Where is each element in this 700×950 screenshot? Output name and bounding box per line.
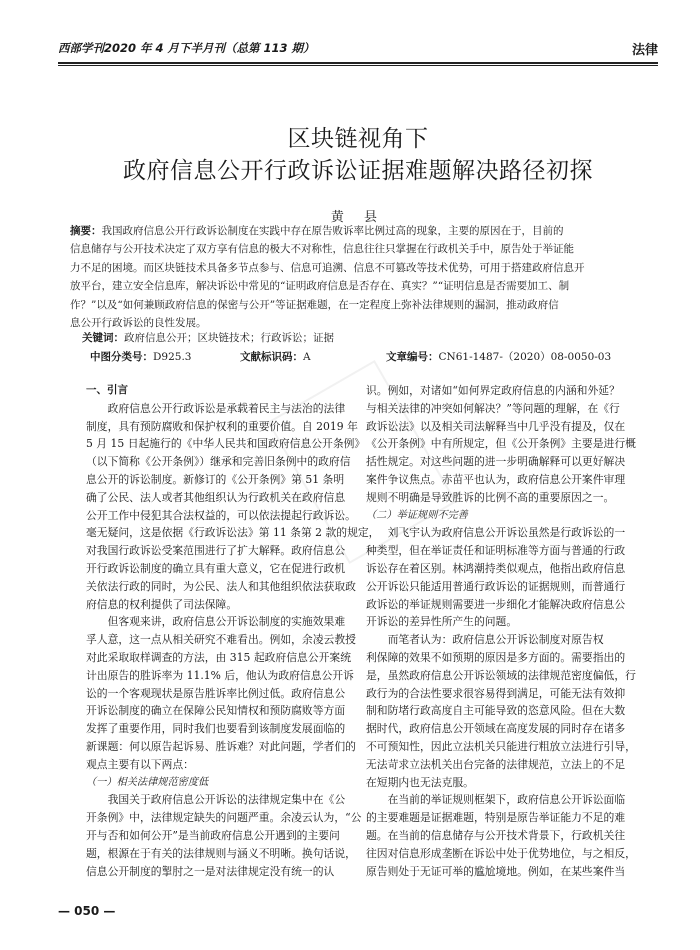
body-text-line: 诉讼存在着区别。林鸿潮持类似观点，他指出政府信息 (366, 561, 626, 575)
body-text-line: 观点主要有以下两点： (86, 757, 194, 771)
abstract (70, 222, 650, 332)
title-line-2: 政府信息公开行政诉讼证据难题解决路径初探 (123, 158, 593, 184)
body-text-line: 对我国行政诉讼受案范围进行了扩大解释。政府信息公 (86, 544, 346, 558)
abstract-text: 信息储存与公开技术决定了双方享有信息的极大不对称性，信息往往只掌握在行政机关手中，原告处于举证能 (70, 243, 574, 256)
abstract-label: 摘要： (70, 225, 102, 237)
body-text-line: 据时代，政府信息公开领域在高度发展的同时存在诸多 (366, 722, 626, 736)
body-text-line: 在短期内也无法克服。 (366, 775, 474, 789)
body-text-line: 息公开的诉讼制度。新修订的《公开条例》第 51 条明 (86, 472, 345, 486)
body-text-line: 题，根源在于有关的法律规则与涵义不明晰。换句话说， (86, 846, 356, 860)
section-label: 法律 (631, 43, 658, 58)
body-text-line: 原告则处于无证可举的尴尬境地。例如，在某些案件当 (366, 864, 626, 878)
page-number: — 050 — (58, 904, 116, 918)
body-text-line: 计出原告的胜诉率为 11.1% 后，他认为政府信息公开诉 (86, 668, 354, 682)
body-text-line: 规则不明确是导致胜诉的比例不高的重要原因之一。 (366, 490, 615, 504)
body-text-line: 的主要难题是证据难题，特别是原告举证能力不足的难 (366, 811, 626, 825)
body-text-line: 而笔者认为：政府信息公开诉讼制度对原告权 (366, 633, 604, 647)
body-text-line: 一、引言 (86, 384, 128, 396)
body-text-line: 制度，具有预防腐败和保护权利的重要价值。自 2019 年 (86, 419, 358, 433)
running-header (58, 38, 658, 60)
title-line-1: 区块链视角下 (287, 126, 429, 152)
class-number-value: D925.3 (153, 351, 192, 363)
body-text-line: 利保障的效果不如预期的原因是多方面的。需要指出的 (366, 650, 626, 664)
body-text-line: 信息公开制度的掣肘之一是对法律规定没有统一的认 (86, 864, 335, 878)
body-text-line: 孚人意，这一点从相关研究不难看出。例如，余凌云教授 (86, 633, 356, 647)
body-text-line: 府信息的权利提供了司法保障。 (86, 597, 238, 611)
body-text-line: 括性规定。对这些问题的进一步明确解释可以更好解决 (366, 455, 626, 469)
body-text-line: 但客观来讲，政府信息公开诉讼制度的实施效果难 (86, 615, 346, 629)
body-text-line: 制和防堵行政高度自主可能导致的恣意风险。但在大数 (366, 704, 626, 718)
body-text-line: 公开工作中侵犯其合法权益的，可以依法提起行政诉讼。 (86, 508, 356, 522)
body-text-line: 政行为的合法性要求很容易得到满足，可能无法有效抑 (366, 686, 626, 700)
body-text-line: （以下简称《公开条例》）继承和完善旧条例中的政府信 (86, 455, 351, 469)
body-text-line: 往因对信息形成垄断在诉讼中处于优势地位，与之相反， (366, 846, 636, 860)
abstract-text: 息公开行政诉讼的良性发展。 (70, 316, 207, 329)
body-text-line: 讼的一个客观现状是原告胜诉率比例过低。政府信息公 (86, 686, 346, 700)
body-text-line: 开行政诉讼制度的确立具有重大意义，它在促进行政机 (86, 561, 346, 575)
keywords-label: 关键词： (82, 332, 124, 344)
body-text-line: 政诉讼法》以及相关司法解释当中几乎没有提及，仅在 (366, 419, 626, 433)
body-text-line: 识。例如，对诸如“如何界定政府信息的内涵和外延？ (366, 384, 620, 397)
journal-issue: 西部学刊2020 年 4 月下半月刊（总第 113 期） (58, 41, 315, 55)
abstract-text: 我国政府信息公开行政诉讼制度在实践中存在原告败诉率比例过高的现象，主要的原因在于，目前的 (101, 225, 564, 237)
keywords (82, 330, 334, 345)
body-text-line: 对此采取取样调查的方法，由 315 起政府信息公开案统 (86, 650, 352, 664)
body-text-line: 新课题：何以原告起诉易、胜诉难？对此问题，学者们的 (86, 739, 356, 753)
body-text-line: 政诉讼的举证规则需要进一步细化才能解决政府信息公 (366, 597, 626, 611)
abstract-text: 放平台，建立安全信息库，解决诉讼中常见的“证明政府信息是否存在、真实？”“证明信息是否需要加工、制 (70, 280, 570, 293)
body-text-line: 确了公民、法人或者其他组织认为行政机关在政府信息 (86, 490, 346, 504)
body-text-line: 5 月 15 日起施行的《中华人民共和国政府信息公开条例》 (86, 437, 366, 451)
body-text-line: 刘飞宇认为政府信息公开诉讼虽然是行政诉讼的一 (366, 526, 626, 540)
body-text-line: 开条例》中，法律规定缺失的问题严重。余凌云认为，“公 (86, 811, 362, 825)
abstract-line (70, 296, 650, 314)
body-text-line: （一）相关法律规范密度低 (86, 776, 209, 788)
body-text-line: 案件争议焦点。赤苗平也认为，政府信息公开案件审理 (366, 472, 626, 486)
abstract-text: 力不足的困境。而区块链技术具备多节点参与、信息可追溯、信息不可篡改等技术优势，可用于搭建政府信息开 (70, 261, 585, 274)
doc-code-value: A (303, 351, 311, 363)
body-text-line: 在当前的举证规则框架下，政府信息公开诉讼面临 (366, 793, 626, 807)
author-name: 黄 县 (330, 210, 386, 225)
header-rule-thin (58, 65, 658, 66)
body-text-line: 关依法行政的同时，为公民、法人和其他组织依法获取政 (86, 579, 356, 593)
body-text-line: 开诉讼制度的确立在保障公民知情权和预防腐败等方面 (86, 704, 346, 718)
body-text-line: 题。在当前的信息储存与公开技术背景下，行政机关往 (366, 828, 626, 842)
body-text-line: 我国关于政府信息公开诉讼的法律规定集中在《公 (86, 793, 346, 807)
body-text-line: 种类型，但在举证责任和证明标准等方面与普通的行政 (366, 544, 626, 558)
body-text-line: 不可预知性，因此立法机关只能进行粗放立法进行引导， (366, 739, 636, 753)
body-text-line: 《公开条例》中有所规定，但《公开条例》主要是进行概 (366, 437, 636, 451)
body-column-left (86, 382, 380, 880)
body-text-line: 是，虽然政府信息公开诉讼领域的法律规范密度偏低，行 (366, 668, 636, 682)
class-number (90, 349, 191, 364)
abstract-line (70, 277, 650, 295)
body-text-line: 开诉讼的差异性所产生的问题。 (366, 615, 518, 629)
body-text-line: 发挥了重要作用，同时我们也要看到该制度发展面临的 (86, 722, 346, 736)
body-text-line: 公开诉讼只能适用普通行政诉讼的证据规则，而普通行 (366, 579, 626, 593)
abstract-line (70, 259, 650, 277)
abstract-text: 作？”以及“如何兼顾政府信息的保密与公开”等证据难题，在一定程度上弥补法律规则的漏洞，推动政府信 (70, 298, 559, 311)
body-text-line: 毫无疑问，这是依据《行政诉讼法》第 11 条第 2 款的规定， (86, 526, 380, 540)
body-text-line: 与相关法律的冲突如何解决？”等问题的理解，在《行 (366, 401, 620, 415)
article-number-label: 文章编号： (386, 351, 439, 363)
body-text-line: 政府信息公开行政诉讼是承载着民主与法治的法律 (86, 401, 346, 415)
body-column-right (366, 382, 638, 880)
abstract-line (70, 240, 650, 258)
body-text-line: （二）举证规则不完善 (366, 509, 468, 521)
header-rule (58, 62, 658, 64)
article-number (386, 349, 611, 364)
class-number-label: 中图分类号： (90, 351, 153, 363)
body-text-line: 无法苛求立法机关出台完备的法律规范，立法上的不足 (366, 757, 626, 771)
doc-code-label: 文献标识码： (240, 351, 303, 363)
keywords-text: 政府信息公开；区块链技术；行政诉讼；证据 (124, 332, 334, 344)
body-text-line: 开与否和如何公开”是当前政府信息公开遇到的主要问 (86, 828, 340, 842)
doc-code (240, 349, 311, 364)
article-number-value: CN61-1487-（2020）08-0050-03 (438, 351, 612, 363)
abstract-line (70, 222, 650, 240)
